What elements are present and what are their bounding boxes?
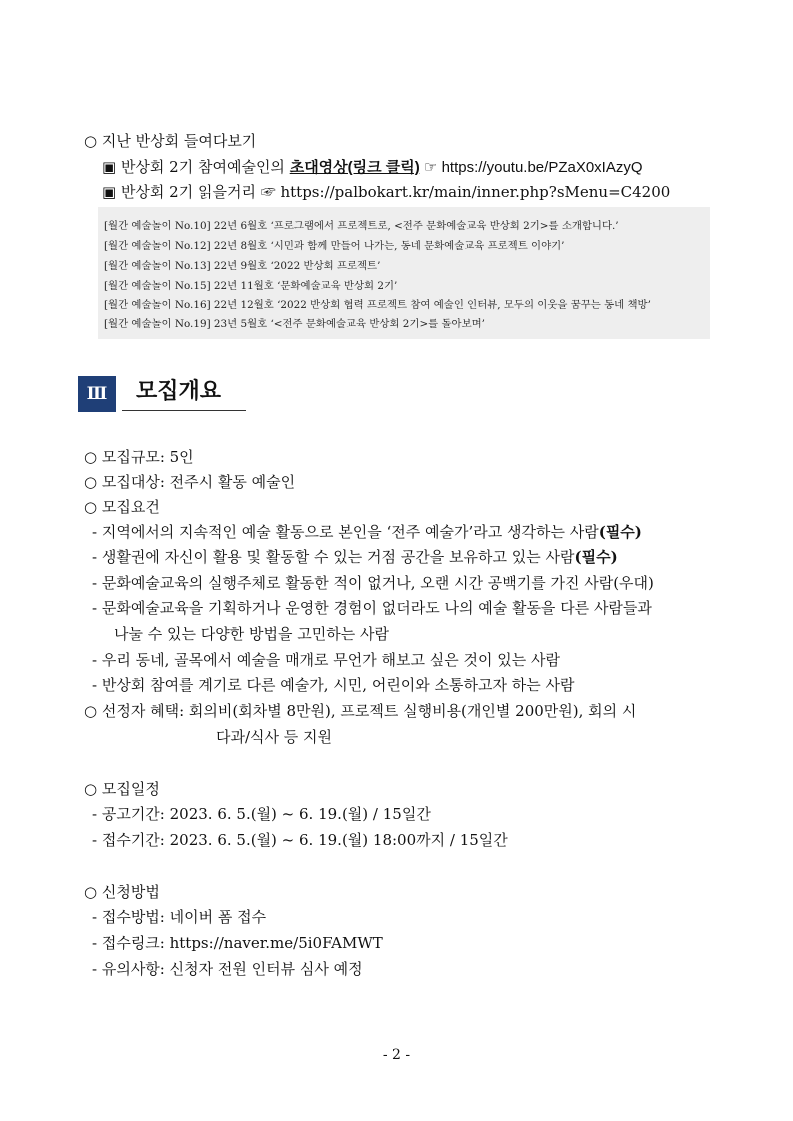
section-number-badge: Ⅲ — [78, 376, 116, 412]
requirement-1-text: - 지역에서의 지속적인 예술 활동으로 본인을 ‘전주 예술가’라고 생각하는 사람 — [92, 523, 599, 541]
requirement-2 — [92, 547, 618, 567]
reference-item: [월간 예술놀이 No.19] 23년 5월호 ‘<전주 문화예술교육 반상회 2기>를 돌아보며’ — [104, 318, 485, 330]
selectee-benefit: ○ 선정자 혜택: 회의비(회차별 8만원), 프로젝트 실행비용(개인별 200만원), 회의 시 — [84, 702, 637, 720]
youtube-url[interactable]: ☞ https://youtu.be/PZaX0xIAzyQ — [419, 159, 643, 176]
requirement-6: - 반상회 참여를 계기로 다른 예술가, 시민, 어린이와 소통하고자 하는 사람 — [92, 676, 575, 694]
reference-box — [98, 207, 710, 339]
reference-item: [월간 예술놀이 No.13] 22년 9월호 ‘2022 반상회 프로젝트’ — [104, 260, 381, 272]
page-number: - 2 - — [382, 1047, 411, 1063]
requirement-5: - 우리 동네, 골목에서 예술을 매개로 무언가 해보고 싶은 것이 있는 사람 — [92, 651, 561, 669]
past-heading: ○ 지난 반상회 들여다보기 — [84, 132, 257, 150]
requirement-3: - 문화예술교육의 실행주체로 활동한 적이 없거나, 오랜 시간 공백기를 가진 사람(우대) — [92, 574, 654, 592]
reference-item: [월간 예술놀이 No.16] 22년 12월호 ‘2022 반상회 협력 프로젝트 참여 예술인 인터뷰, 모두의 이웃을 꿈꾸는 동네 책방’ — [104, 299, 651, 311]
notice-period: - 공고기간: 2023. 6. 5.(월) ~ 6. 19.(월) / 15일간 — [92, 805, 431, 823]
reference-item: [월간 예술놀이 No.15] 22년 11월호 ‘문화예술교육 반상회 2기’ — [104, 280, 398, 292]
schedule-heading: ○ 모집일정 — [84, 780, 160, 798]
requirements-heading: ○ 모집요건 — [84, 498, 160, 516]
apply-method: - 접수방법: 네이버 폼 접수 — [92, 908, 267, 926]
receipt-period: - 접수기간: 2023. 6. 5.(월) ~ 6. 19.(월) 18:00까지 / 15일간 — [92, 831, 508, 849]
invite-video-link[interactable]: 초대영상(링크 클릭) — [289, 159, 420, 176]
apply-note: - 유의사항: 신청자 전원 인터뷰 심사 예정 — [92, 960, 363, 978]
apply-heading: ○ 신청방법 — [84, 883, 160, 901]
past-item-video — [102, 157, 643, 178]
selectee-benefit-cont: 다과/식사 등 지원 — [216, 728, 333, 746]
past-item-video-prefix: ▣ 반상회 2기 참여예술인의 — [102, 158, 290, 176]
recruit-target: ○ 모집대상: 전주시 활동 예술인 — [84, 473, 296, 491]
requirement-2-text: - 생활권에 자신이 활용 및 활동할 수 있는 거점 공간을 보유하고 있는 사람 — [92, 548, 575, 566]
required-tag: (필수) — [598, 523, 642, 541]
requirement-4-cont: 나눌 수 있는 다양한 방법을 고민하는 사람 — [114, 625, 389, 643]
reference-item: [월간 예술놀이 No.12] 22년 8월호 ‘시민과 함께 만들어 나가는, 동네 문화예술교육 프로젝트 이야기’ — [104, 240, 565, 252]
requirement-1 — [92, 522, 642, 542]
section-title-underline — [122, 410, 246, 411]
requirement-4: - 문화예술교육을 기획하거나 운영한 경험이 없더라도 나의 예술 활동을 다른 사람들과 — [92, 599, 652, 617]
apply-link[interactable]: - 접수링크: https://naver.me/5i0FAMWT — [92, 934, 383, 952]
past-item-reading: ▣ 반상회 2기 읽을거리 ☞ https://palbokart.kr/main/inner.php?sMenu=C4200 — [102, 183, 671, 201]
reference-item: [월간 예술놀이 No.10] 22년 6월호 ‘프로그램에서 프로젝트로, <전주 문화예술교육 반상회 2기>를 소개합니다.’ — [104, 220, 619, 232]
section-title: 모집개요 — [136, 379, 222, 404]
recruit-scale: ○ 모집규모: 5인 — [84, 448, 194, 466]
required-tag: (필수) — [574, 548, 618, 566]
